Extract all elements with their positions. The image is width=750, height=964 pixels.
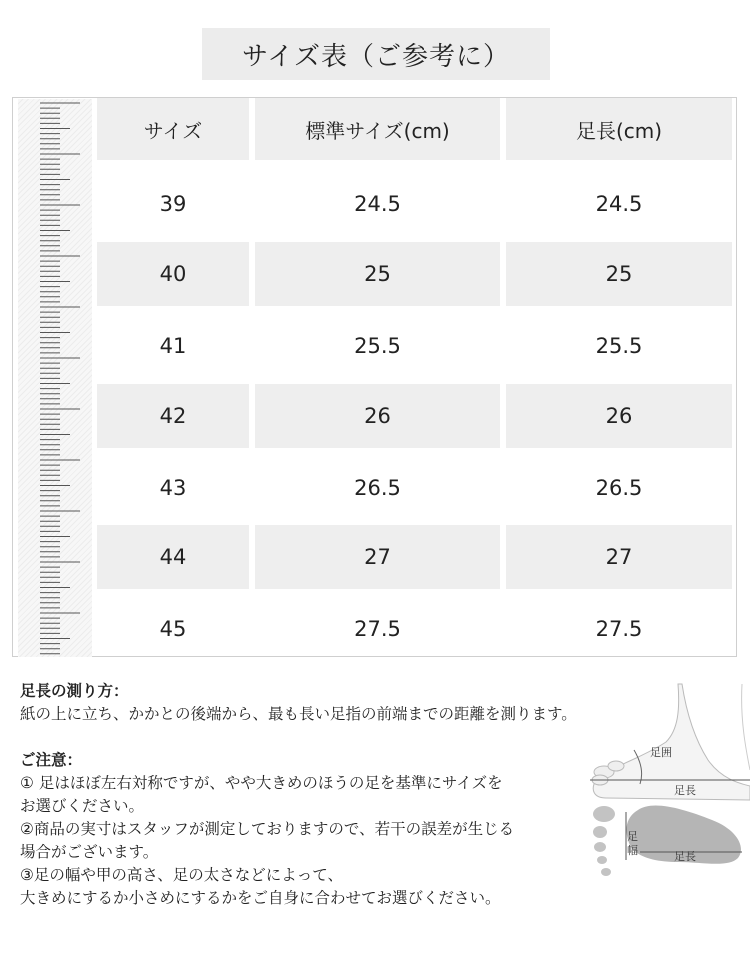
header-foot-length: 足長(cm) (506, 98, 732, 160)
caution-line: 場合がございます。 (20, 843, 159, 861)
cell-standard: 26 (255, 384, 500, 448)
cell-size: 43 (159, 476, 187, 500)
measure-text: 紙の上に立ち、かかとの後端から、最も長い足指の前端までの距離を測ります。 (20, 705, 577, 723)
header-size: サイズ (97, 98, 249, 160)
header-standard-size: 標準サイズ(cm) (255, 98, 500, 160)
caution-line: 大きめにするか小さめにするかをご自身に合わせてお選びください。 (20, 889, 501, 907)
cell-standard: 26.5 (354, 476, 401, 500)
notes-section (20, 680, 670, 910)
cell-size: 45 (159, 617, 187, 641)
width-label-1: 足 (627, 830, 638, 843)
cell-foot-length: 27 (506, 525, 732, 589)
cell-standard: 27.5 (354, 617, 401, 641)
caution-line: ③足の幅や甲の高さ、足の太さなどによって、 (20, 866, 343, 884)
cell-standard: 25 (255, 242, 500, 306)
caution-line: お選びください。 (20, 797, 145, 815)
foot-measurement-figure (582, 680, 750, 880)
cell-foot-length: 25.5 (595, 334, 643, 358)
ruler-icon (18, 99, 92, 657)
ruler-decoration (18, 99, 92, 657)
cell-standard: 27 (255, 525, 500, 589)
cell-foot-length: 24.5 (595, 192, 643, 216)
cell-size: 41 (159, 334, 187, 358)
measure-heading: 足長の測り方： (20, 682, 129, 700)
caution-heading: ご注意： (20, 751, 83, 769)
cell-foot-length: 27.5 (595, 617, 643, 641)
cell-foot-length: 25 (506, 242, 732, 306)
caution-line: ① 足はほぼ左右対称ですが、やや大きめのほうの足を基準にサイズを (20, 774, 503, 792)
girth-label: 足囲 (650, 746, 672, 759)
cell-size: 44 (97, 525, 249, 589)
cell-standard: 24.5 (354, 192, 401, 216)
cell-foot-length: 26 (506, 384, 732, 448)
page-title: サイズ表（ご参考に） (202, 28, 550, 80)
length-label-top: 足長 (674, 784, 696, 797)
cell-size: 39 (159, 192, 187, 216)
cell-standard: 25.5 (354, 334, 401, 358)
cell-size: 42 (97, 384, 249, 448)
cell-foot-length: 26.5 (595, 476, 643, 500)
caution-line: ②商品の実寸はスタッフが測定しておりますので、若干の誤差が生じる (20, 820, 515, 838)
cell-size: 40 (97, 242, 249, 306)
foot-diagram-icon (582, 680, 750, 880)
length-label-bottom: 足長 (674, 850, 696, 863)
width-label-2: 幅 (627, 844, 638, 857)
